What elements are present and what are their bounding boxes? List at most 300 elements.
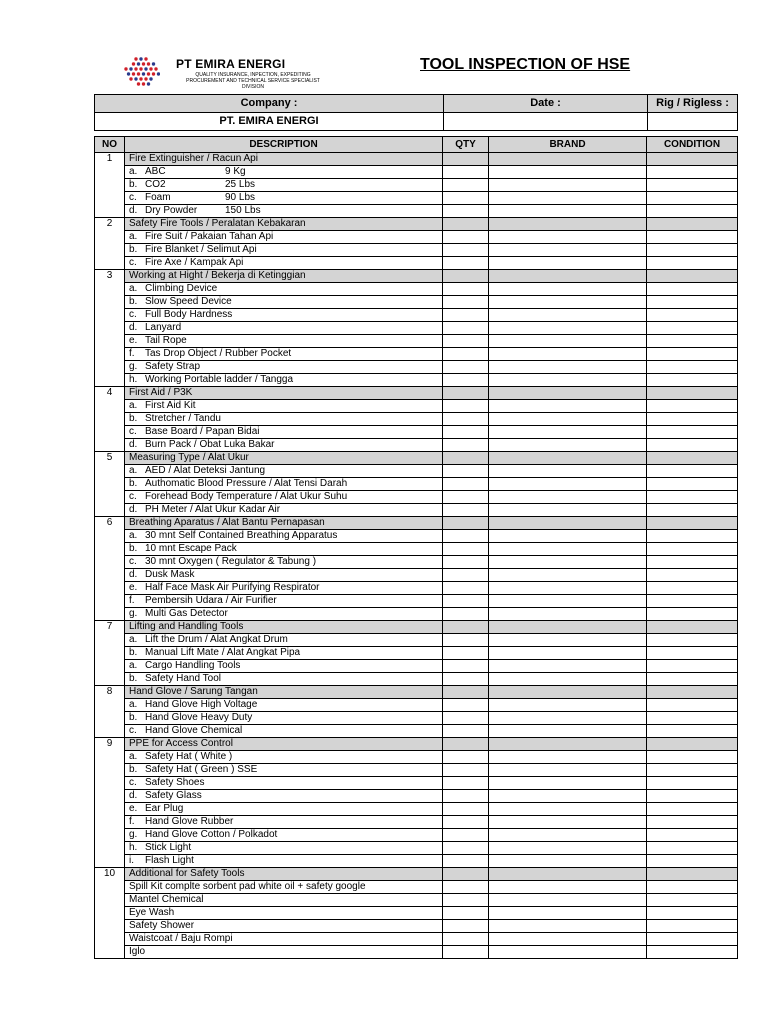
item-condition-cell[interactable]	[647, 543, 738, 556]
item-row	[95, 673, 738, 686]
item-letter: a.	[129, 283, 138, 294]
item-description	[125, 478, 443, 491]
item-description	[125, 283, 443, 296]
item-brand-cell[interactable]	[489, 907, 647, 920]
item-qty-cell[interactable]	[443, 400, 489, 413]
item-brand-cell[interactable]	[489, 764, 647, 777]
item-qty-cell[interactable]	[443, 933, 489, 946]
item-qty-cell[interactable]	[443, 569, 489, 582]
item-letter: b.	[129, 673, 138, 684]
item-description	[125, 660, 443, 673]
item-condition-cell[interactable]	[647, 478, 738, 491]
item-qty-cell[interactable]	[443, 166, 489, 179]
section-row	[95, 686, 738, 699]
item-condition-cell[interactable]	[647, 530, 738, 543]
item-brand-cell[interactable]	[489, 556, 647, 569]
date-value[interactable]	[444, 113, 648, 131]
item-letter: b.	[129, 296, 138, 307]
item-brand-cell[interactable]	[489, 673, 647, 686]
item-text: Hand Glove Chemical	[145, 725, 243, 736]
item-condition-cell[interactable]	[647, 413, 738, 426]
col-header-description: DESCRIPTION	[125, 137, 443, 153]
item-brand-cell[interactable]	[489, 361, 647, 374]
item-description	[125, 543, 443, 556]
item-row	[95, 244, 738, 257]
item-brand-cell[interactable]	[489, 205, 647, 218]
item-condition-cell[interactable]	[647, 699, 738, 712]
item-description	[125, 231, 443, 244]
document-title: TOOL INSPECTION OF HSE	[420, 56, 631, 73]
item-row	[95, 855, 738, 868]
item-condition-cell[interactable]	[647, 816, 738, 829]
item-brand-cell[interactable]	[489, 608, 647, 621]
item-condition-cell[interactable]	[647, 595, 738, 608]
item-row	[95, 894, 738, 907]
item-letter: f.	[129, 348, 135, 359]
item-description	[125, 426, 443, 439]
item-description	[125, 205, 443, 218]
item-brand-cell[interactable]	[489, 582, 647, 595]
item-condition-cell[interactable]	[647, 322, 738, 335]
item-qty-cell[interactable]	[443, 556, 489, 569]
section-number: 1	[95, 153, 125, 218]
item-text: Climbing Device	[145, 283, 218, 294]
company-logo	[120, 55, 350, 95]
item-condition-cell[interactable]	[647, 192, 738, 205]
section-number: 7	[95, 621, 125, 686]
section-brand-cell	[489, 517, 647, 530]
item-text: Base Board / Papan Bidai	[145, 426, 260, 437]
section-brand-cell	[489, 218, 647, 231]
item-qty-cell[interactable]	[443, 842, 489, 855]
item-row	[95, 907, 738, 920]
item-text: Safety Shower	[129, 920, 195, 931]
item-letter: f.	[129, 816, 135, 827]
item-qty-cell[interactable]	[443, 647, 489, 660]
item-qty-cell[interactable]	[443, 608, 489, 621]
item-brand-cell[interactable]	[489, 283, 647, 296]
section-qty-cell	[443, 387, 489, 400]
company-name: PT EMIRA ENERGI	[176, 57, 286, 71]
item-text: Ear Plug	[145, 803, 184, 814]
item-text: Tail Rope	[145, 335, 187, 346]
item-row	[95, 530, 738, 543]
item-condition-cell[interactable]	[647, 582, 738, 595]
item-qty-cell[interactable]	[443, 283, 489, 296]
item-qty-cell[interactable]	[443, 413, 489, 426]
item-brand-cell[interactable]	[489, 647, 647, 660]
item-brand-cell[interactable]	[489, 335, 647, 348]
item-brand-cell[interactable]	[489, 595, 647, 608]
item-row	[95, 257, 738, 270]
item-letter: c.	[129, 491, 137, 502]
item-row	[95, 556, 738, 569]
item-text: Fire Blanket / Selimut Api	[145, 244, 257, 255]
item-letter: a.	[129, 751, 138, 762]
item-description	[125, 179, 443, 192]
item-qty-cell[interactable]	[443, 634, 489, 647]
item-brand-cell[interactable]	[489, 881, 647, 894]
item-brand-cell[interactable]	[489, 816, 647, 829]
item-brand-cell[interactable]	[489, 439, 647, 452]
item-condition-cell[interactable]	[647, 790, 738, 803]
section-qty-cell	[443, 621, 489, 634]
item-row	[95, 595, 738, 608]
item-description	[125, 569, 443, 582]
item-qty-cell[interactable]	[443, 907, 489, 920]
item-description	[125, 335, 443, 348]
item-brand-cell[interactable]	[489, 400, 647, 413]
item-description	[125, 725, 443, 738]
item-row	[95, 166, 738, 179]
item-row	[95, 933, 738, 946]
section-qty-cell	[443, 517, 489, 530]
item-condition-cell[interactable]	[647, 946, 738, 959]
item-text: 10 mnt Escape Pack	[145, 543, 237, 554]
item-condition-cell[interactable]	[647, 205, 738, 218]
item-brand-cell[interactable]	[489, 751, 647, 764]
item-text: Tas Drop Object / Rubber Pocket	[145, 348, 292, 359]
item-condition-cell[interactable]	[647, 907, 738, 920]
item-description	[125, 244, 443, 257]
item-description	[125, 608, 443, 621]
item-qty-cell[interactable]	[443, 920, 489, 933]
item-qty-cell[interactable]	[443, 231, 489, 244]
item-description	[125, 894, 443, 907]
item-qty-cell[interactable]	[443, 348, 489, 361]
item-text: Safety Hand Tool	[145, 673, 221, 684]
item-row	[95, 881, 738, 894]
item-text: Manual Lift Mate / Alat Angkat Pipa	[145, 647, 301, 658]
item-unit: 150 Lbs	[225, 205, 261, 216]
section-title: PPE for Access Control	[125, 738, 443, 751]
item-letter: c.	[129, 777, 137, 788]
item-letter: e.	[129, 582, 138, 593]
item-text: Full Body Hardness	[145, 309, 233, 320]
item-qty-cell[interactable]	[443, 244, 489, 257]
section-condition-cell	[647, 218, 738, 231]
item-condition-cell[interactable]	[647, 257, 738, 270]
item-row	[95, 231, 738, 244]
item-text: Waistcoat / Baju Rompi	[129, 933, 233, 944]
item-condition-cell[interactable]	[647, 244, 738, 257]
item-condition-cell[interactable]	[647, 374, 738, 387]
rig-value[interactable]	[648, 113, 738, 131]
item-letter: d.	[129, 569, 138, 580]
item-brand-cell[interactable]	[489, 803, 647, 816]
item-qty-cell[interactable]	[443, 179, 489, 192]
item-condition-cell[interactable]	[647, 660, 738, 673]
item-brand-cell[interactable]	[489, 543, 647, 556]
item-text: Lanyard	[145, 322, 182, 333]
section-brand-cell	[489, 270, 647, 283]
item-text: Fire Axe / Kampak Api	[145, 257, 244, 268]
item-description	[125, 816, 443, 829]
item-qty-cell[interactable]	[443, 192, 489, 205]
item-qty-cell[interactable]	[443, 660, 489, 673]
item-qty-cell[interactable]	[443, 894, 489, 907]
item-qty-cell[interactable]	[443, 543, 489, 556]
section-condition-cell	[647, 517, 738, 530]
item-qty-cell[interactable]	[443, 361, 489, 374]
item-text: 30 mnt Self Contained Breathing Apparatus	[145, 530, 338, 541]
item-condition-cell[interactable]	[647, 504, 738, 517]
item-condition-cell[interactable]	[647, 842, 738, 855]
item-brand-cell[interactable]	[489, 855, 647, 868]
item-qty-cell[interactable]	[443, 816, 489, 829]
item-brand-cell[interactable]	[489, 504, 647, 517]
item-condition-cell[interactable]	[647, 634, 738, 647]
item-condition-cell[interactable]	[647, 309, 738, 322]
section-row	[95, 621, 738, 634]
col-header-condition: CONDITION	[647, 137, 738, 153]
item-text: Dusk Mask	[145, 569, 195, 580]
item-qty-cell[interactable]	[443, 712, 489, 725]
item-row	[95, 946, 738, 959]
item-qty-cell[interactable]	[443, 504, 489, 517]
item-condition-cell[interactable]	[647, 556, 738, 569]
item-qty-cell[interactable]	[443, 530, 489, 543]
item-description	[125, 946, 443, 959]
item-description	[125, 257, 443, 270]
item-row	[95, 842, 738, 855]
item-brand-cell[interactable]	[489, 725, 647, 738]
section-condition-cell	[647, 270, 738, 283]
item-condition-cell[interactable]	[647, 608, 738, 621]
item-qty-cell[interactable]	[443, 881, 489, 894]
item-letter: d.	[129, 790, 138, 801]
item-text: Flash Light	[145, 855, 194, 866]
table-header-row	[95, 137, 738, 153]
item-description	[125, 907, 443, 920]
item-condition-cell[interactable]	[647, 777, 738, 790]
item-letter: a.	[129, 166, 138, 177]
item-qty-cell[interactable]	[443, 751, 489, 764]
item-qty-cell[interactable]	[443, 335, 489, 348]
item-condition-cell[interactable]	[647, 712, 738, 725]
item-brand-cell[interactable]	[489, 322, 647, 335]
item-condition-cell[interactable]	[647, 881, 738, 894]
item-brand-cell[interactable]	[489, 166, 647, 179]
section-brand-cell	[489, 387, 647, 400]
item-qty-cell[interactable]	[443, 257, 489, 270]
item-brand-cell[interactable]	[489, 179, 647, 192]
item-row	[95, 400, 738, 413]
item-description	[125, 309, 443, 322]
item-brand-cell[interactable]	[489, 296, 647, 309]
company-tagline: QUALITY INSURANCE, INPECTION, EXPEDITING PROCUREMENT AND TECHNICAL SERVICE SPECIALIST DIVISION	[186, 72, 320, 90]
item-brand-cell[interactable]	[489, 244, 647, 257]
section-condition-cell	[647, 452, 738, 465]
item-brand-cell[interactable]	[489, 569, 647, 582]
item-qty-cell[interactable]	[443, 296, 489, 309]
item-brand-cell[interactable]	[489, 712, 647, 725]
item-text: Iglo	[129, 946, 146, 957]
item-row	[95, 634, 738, 647]
item-description	[125, 881, 443, 894]
item-row	[95, 348, 738, 361]
item-row	[95, 582, 738, 595]
section-title: Fire Extinguisher / Racun Api	[125, 153, 443, 166]
item-description	[125, 673, 443, 686]
section-brand-cell	[489, 621, 647, 634]
item-brand-cell[interactable]	[489, 660, 647, 673]
item-condition-cell[interactable]	[647, 894, 738, 907]
item-text: Fire Suit / Pakaian Tahan Api	[145, 231, 274, 242]
item-condition-cell[interactable]	[647, 426, 738, 439]
section-row	[95, 517, 738, 530]
item-qty-cell[interactable]	[443, 439, 489, 452]
item-condition-cell[interactable]	[647, 465, 738, 478]
item-condition-cell[interactable]	[647, 283, 738, 296]
col-header-qty: QTY	[443, 137, 489, 153]
item-condition-cell[interactable]	[647, 569, 738, 582]
item-condition-cell[interactable]	[647, 673, 738, 686]
item-brand-cell[interactable]	[489, 192, 647, 205]
item-row	[95, 374, 738, 387]
item-condition-cell[interactable]	[647, 725, 738, 738]
item-brand-cell[interactable]	[489, 491, 647, 504]
item-letter: a.	[129, 465, 138, 476]
section-brand-cell	[489, 686, 647, 699]
item-brand-cell[interactable]	[489, 894, 647, 907]
item-text: AED / Alat Deteksi Jantung	[145, 465, 266, 476]
item-text: Foam	[145, 192, 171, 203]
item-brand-cell[interactable]	[489, 790, 647, 803]
item-brand-cell[interactable]	[489, 946, 647, 959]
item-condition-cell[interactable]	[647, 361, 738, 374]
item-qty-cell[interactable]	[443, 309, 489, 322]
item-qty-cell[interactable]	[443, 205, 489, 218]
item-condition-cell[interactable]	[647, 296, 738, 309]
section-row	[95, 738, 738, 751]
item-qty-cell[interactable]	[443, 673, 489, 686]
item-condition-cell[interactable]	[647, 491, 738, 504]
section-row	[95, 153, 738, 166]
item-brand-cell[interactable]	[489, 465, 647, 478]
item-text: Hand Glove Cotton / Polkadot	[145, 829, 278, 840]
item-text: Half Face Mask Air Purifying Respirator	[145, 582, 320, 593]
item-qty-cell[interactable]	[443, 322, 489, 335]
item-qty-cell[interactable]	[443, 699, 489, 712]
item-qty-cell[interactable]	[443, 374, 489, 387]
item-row	[95, 192, 738, 205]
item-letter: e.	[129, 803, 138, 814]
item-text: Spill Kit complte sorbent pad white oil + safety google	[129, 881, 366, 892]
item-description	[125, 491, 443, 504]
item-letter: b.	[129, 478, 138, 489]
item-letter: b.	[129, 647, 138, 658]
item-brand-cell[interactable]	[489, 777, 647, 790]
item-qty-cell[interactable]	[443, 764, 489, 777]
item-brand-cell[interactable]	[489, 257, 647, 270]
item-brand-cell[interactable]	[489, 478, 647, 491]
item-condition-cell[interactable]	[647, 348, 738, 361]
item-qty-cell[interactable]	[443, 829, 489, 842]
item-brand-cell[interactable]	[489, 309, 647, 322]
section-title: Measuring Type / Alat Ukur	[125, 452, 443, 465]
item-condition-cell[interactable]	[647, 803, 738, 816]
item-row	[95, 725, 738, 738]
item-brand-cell[interactable]	[489, 413, 647, 426]
item-qty-cell[interactable]	[443, 595, 489, 608]
item-condition-cell[interactable]	[647, 647, 738, 660]
item-description	[125, 556, 443, 569]
item-qty-cell[interactable]	[443, 426, 489, 439]
item-qty-cell[interactable]	[443, 478, 489, 491]
section-qty-cell	[443, 452, 489, 465]
item-qty-cell[interactable]	[443, 582, 489, 595]
item-description	[125, 530, 443, 543]
item-description	[125, 803, 443, 816]
company-label: Company :	[95, 95, 444, 113]
item-qty-cell[interactable]	[443, 725, 489, 738]
item-qty-cell[interactable]	[443, 790, 489, 803]
item-text: Pembersih Udara / Air Furifier	[145, 595, 277, 606]
item-condition-cell[interactable]	[647, 855, 738, 868]
item-condition-cell[interactable]	[647, 439, 738, 452]
section-title: Hand Glove / Sarung Tangan	[125, 686, 443, 699]
item-description	[125, 439, 443, 452]
item-qty-cell[interactable]	[443, 491, 489, 504]
item-text: Safety Strap	[145, 361, 201, 372]
item-condition-cell[interactable]	[647, 166, 738, 179]
section-number: 2	[95, 218, 125, 270]
item-condition-cell[interactable]	[647, 231, 738, 244]
item-condition-cell[interactable]	[647, 829, 738, 842]
item-condition-cell[interactable]	[647, 400, 738, 413]
item-qty-cell[interactable]	[443, 465, 489, 478]
section-row	[95, 218, 738, 231]
item-brand-cell[interactable]	[489, 699, 647, 712]
section-title: Additional for Safety Tools	[125, 868, 443, 881]
item-row	[95, 504, 738, 517]
item-condition-cell[interactable]	[647, 920, 738, 933]
item-brand-cell[interactable]	[489, 634, 647, 647]
item-brand-cell[interactable]	[489, 374, 647, 387]
item-brand-cell[interactable]	[489, 842, 647, 855]
item-brand-cell[interactable]	[489, 920, 647, 933]
section-number: 10	[95, 868, 125, 959]
item-qty-cell[interactable]	[443, 777, 489, 790]
item-letter: a.	[129, 660, 138, 671]
col-header-brand: BRAND	[489, 137, 647, 153]
item-text: Burn Pack / Obat Luka Bakar	[145, 439, 275, 450]
item-qty-cell[interactable]	[443, 855, 489, 868]
item-brand-cell[interactable]	[489, 530, 647, 543]
rig-label: Rig / Rigless :	[648, 95, 738, 113]
item-row	[95, 491, 738, 504]
item-text: Eye Wash	[129, 907, 175, 918]
item-brand-cell[interactable]	[489, 231, 647, 244]
item-qty-cell[interactable]	[443, 946, 489, 959]
item-brand-cell[interactable]	[489, 426, 647, 439]
item-qty-cell[interactable]	[443, 803, 489, 816]
item-brand-cell[interactable]	[489, 829, 647, 842]
item-condition-cell[interactable]	[647, 764, 738, 777]
item-row	[95, 647, 738, 660]
item-description	[125, 920, 443, 933]
item-text: Slow Speed Device	[145, 296, 232, 307]
item-condition-cell[interactable]	[647, 179, 738, 192]
item-condition-cell[interactable]	[647, 751, 738, 764]
item-unit: 90 Lbs	[225, 192, 256, 203]
item-brand-cell[interactable]	[489, 933, 647, 946]
item-brand-cell[interactable]	[489, 348, 647, 361]
item-condition-cell[interactable]	[647, 335, 738, 348]
section-qty-cell	[443, 686, 489, 699]
item-condition-cell[interactable]	[647, 933, 738, 946]
